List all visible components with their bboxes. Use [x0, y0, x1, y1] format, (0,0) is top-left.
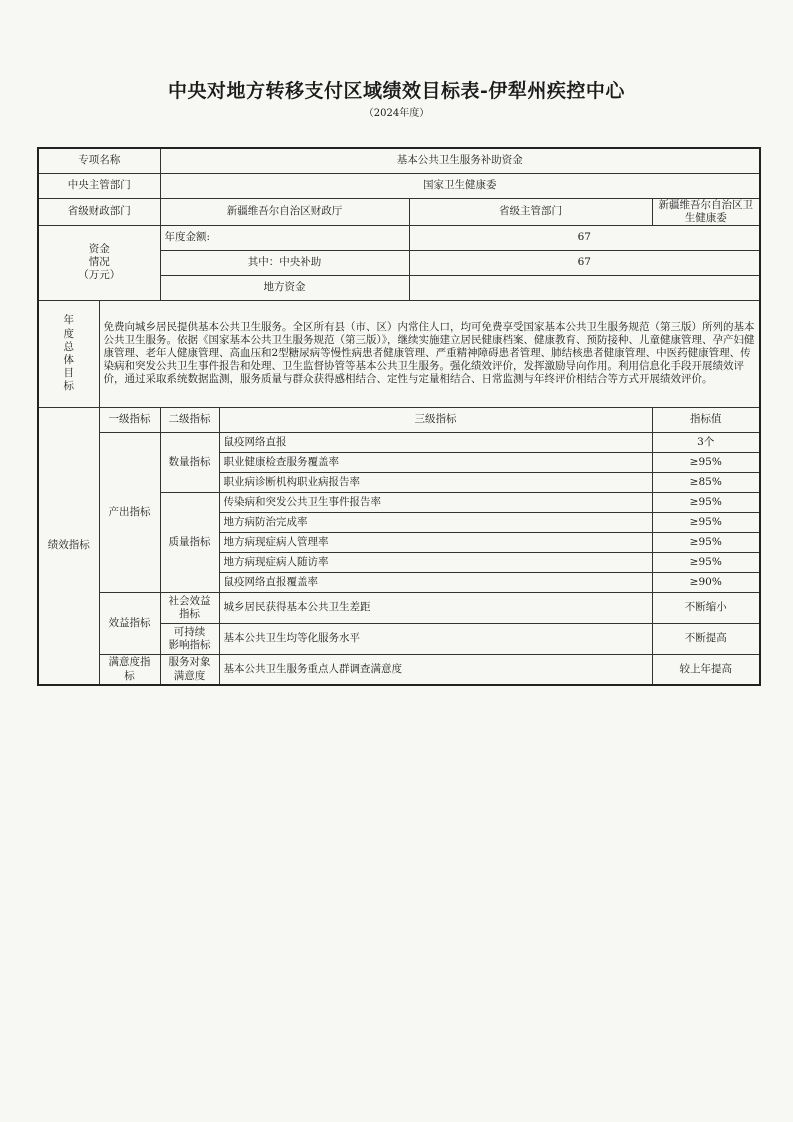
- central-subsidy-label: 其中：中央补助: [160, 250, 409, 275]
- satisfaction-sub-label-line: 服务对象: [168, 656, 211, 669]
- social-benefit-label-line: 社会效益: [168, 594, 211, 607]
- indicator-value: ≥95%: [652, 552, 760, 572]
- header-l3: 三级指标: [219, 407, 652, 432]
- funds-annual-row: [38, 225, 760, 250]
- indicator-name: 城乡居民获得基本公共卫生差距: [219, 592, 652, 623]
- indicator-value: 3个: [652, 432, 760, 452]
- perf-header-row: [38, 407, 760, 432]
- goal-label-char: 年: [63, 314, 74, 327]
- annual-amount-label: 年度金额:: [160, 225, 409, 250]
- goal-label-char: 体: [63, 353, 74, 366]
- indicator-value: ≥90%: [652, 572, 760, 592]
- indicator-name: 地方病现症病人管理率: [219, 532, 652, 552]
- project-row: [38, 148, 760, 173]
- indicator-name: 基本公共卫生服务重点人群调查满意度: [219, 654, 652, 685]
- indicator-value: ≥95%: [652, 492, 760, 512]
- goal-row: [38, 300, 760, 407]
- indicator-name: 基本公共卫生均等化服务水平: [219, 623, 652, 654]
- local-funds-label: 地方资金: [160, 275, 409, 300]
- prov-dept-label: 省级主管部门: [409, 198, 652, 225]
- prov-finance-row: [38, 198, 760, 225]
- indicator-name: 传染病和突发公共卫生事件报告率: [219, 492, 652, 512]
- perf-label: 绩效指标: [38, 407, 99, 685]
- performance-target-table: [37, 147, 761, 686]
- central-subsidy-value: 67: [409, 250, 760, 275]
- output-label: 产出指标: [99, 432, 160, 592]
- goal-label-char: 标: [63, 380, 74, 392]
- header-value: 指标值: [652, 407, 760, 432]
- indicator-row: [38, 592, 760, 623]
- indicator-value: ≥85%: [652, 472, 760, 492]
- goal-text: 免费向城乡居民提供基本公共卫生服务。全区所有县（市、区）内常住人口，均可免费享受国家基本公共卫生服务规范（第三版）所列的基本公共卫生服务。依据《国家基本公共卫生服务规范（第三版）》，继续实施建立居民健康档案、健康教育、预防接种、儿童健康管理、孕产妇健康管理、老年人健康管理、高血压和2型糖尿病等慢性病患者健康管理、严重精神障碍患者管理、肺结核患者健康管理、中医药健康管理、传染病和突发公共卫生事件报告和处理、卫生监督协管等基本公共卫生服务。强化绩效评价，发挥激励导向作用。利用信息化手段开展绩效评价，通过采取系统数据监测，服务质量与群众获得感相结合、定性与定量相结合、日常监测与年终评价相结合等方式开展绩效评价。: [99, 300, 760, 407]
- indicator-value: ≥95%: [652, 512, 760, 532]
- funds-label: [38, 225, 160, 300]
- sustain-label-line: 影响指标: [168, 638, 211, 651]
- benefit-label: 效益指标: [99, 592, 160, 654]
- funds-label-line: （万元）: [78, 269, 121, 282]
- indicator-value: ≥95%: [652, 452, 760, 472]
- page-title: 中央对地方转移支付区域绩效目标表-伊犁州疾控中心: [168, 80, 625, 102]
- central-dept-label: 中央主管部门: [38, 173, 160, 198]
- indicator-name: 鼠疫网络直报: [219, 432, 652, 452]
- satisfaction-sub-label-line: 满意度: [173, 669, 206, 682]
- project-label: 专项名称: [38, 148, 160, 173]
- social-benefit-label-line: 指标: [179, 607, 200, 620]
- indicator-value: 不断缩小: [652, 592, 760, 623]
- indicator-value: 较上年提高: [652, 654, 760, 685]
- goal-label-char: 度: [63, 327, 74, 340]
- prov-dept-value: 新疆维吾尔自治区卫生健康委: [652, 198, 760, 225]
- funds-label-line: 情况: [88, 256, 110, 269]
- prov-finance-value: 新疆维吾尔自治区财政厅: [160, 198, 409, 225]
- annual-amount-value: 67: [409, 225, 760, 250]
- prov-finance-label: 省级财政部门: [38, 198, 160, 225]
- goal-label: [38, 300, 99, 407]
- indicator-name: 职业病诊断机构职业病报告率: [219, 472, 652, 492]
- sustain-label: [160, 623, 219, 654]
- social-benefit-label: [160, 592, 219, 623]
- quantity-label: 数量指标: [160, 432, 219, 492]
- goal-label-char: 总: [63, 340, 74, 353]
- satisfaction-sub-label: [160, 654, 219, 685]
- indicator-name: 鼠疫网络直报覆盖率: [219, 572, 652, 592]
- indicator-name: 地方病防治完成率: [219, 512, 652, 532]
- indicator-row: [38, 654, 760, 685]
- central-dept-value: 国家卫生健康委: [160, 173, 760, 198]
- indicator-name: 地方病现症病人随访率: [219, 552, 652, 572]
- indicator-value: 不断提高: [652, 623, 760, 654]
- goal-label-char: 目: [63, 366, 74, 379]
- header-l1: 一级指标: [99, 407, 160, 432]
- central-dept-row: [38, 173, 760, 198]
- quality-label: 质量指标: [160, 492, 219, 592]
- header-l2: 二级指标: [160, 407, 219, 432]
- local-funds-value: [409, 275, 760, 300]
- indicator-value: ≥95%: [652, 532, 760, 552]
- project-value: 基本公共卫生服务补助资金: [160, 148, 760, 173]
- indicator-name: 职业健康检查服务覆盖率: [219, 452, 652, 472]
- satisfaction-label: 满意度指标: [99, 654, 160, 685]
- funds-label-line: 资金: [88, 243, 110, 256]
- page-subtitle: （2024年度）: [363, 108, 430, 119]
- indicator-row: [38, 432, 760, 452]
- sustain-label-line: 可持续: [173, 625, 206, 638]
